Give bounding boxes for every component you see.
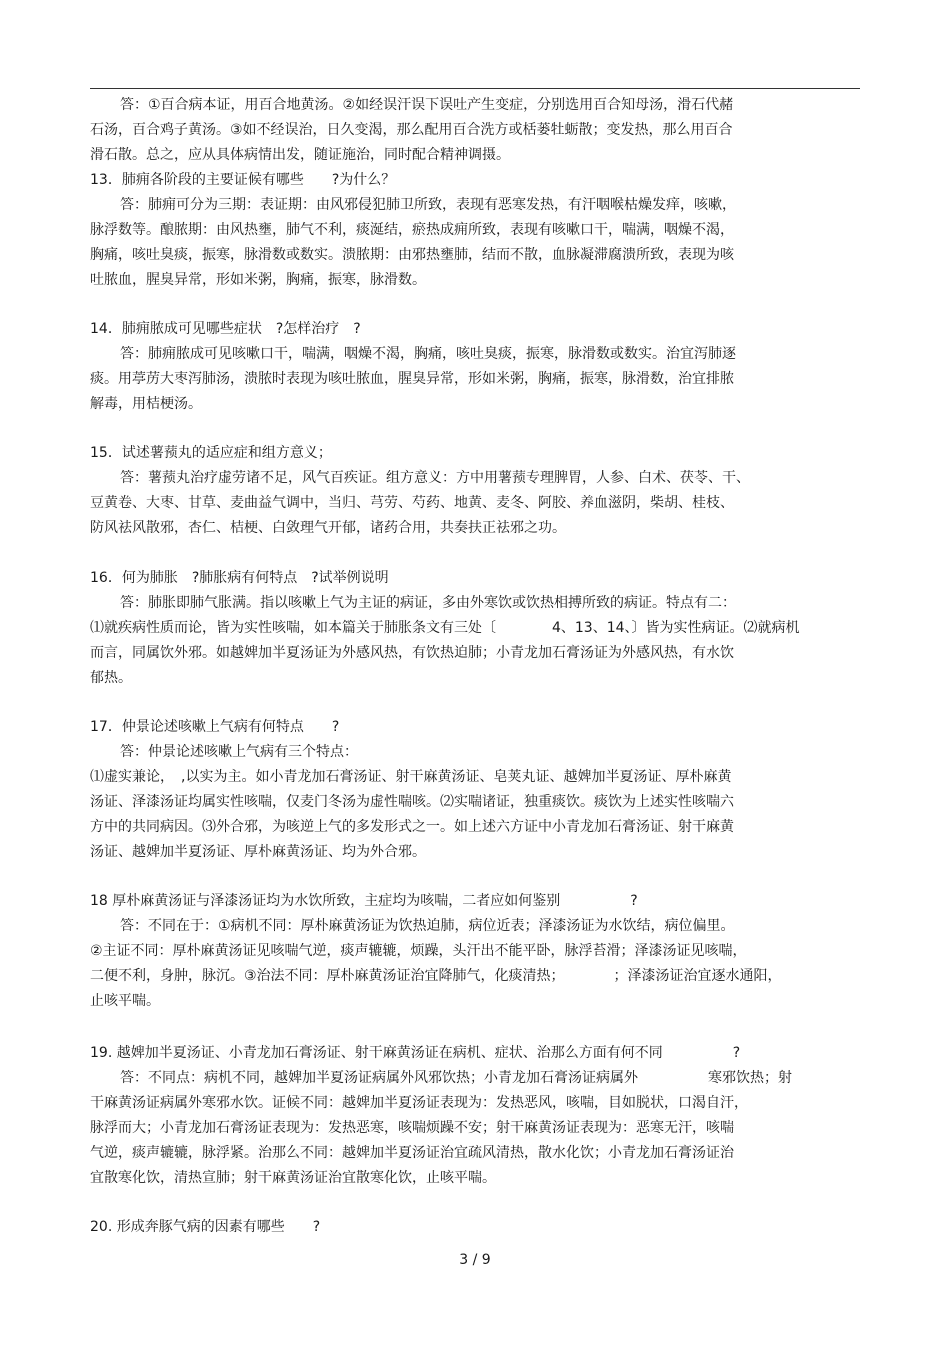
text-line: 吐脓血，腥臭异常，形如米粥，胸痛，振寒，脉滑数。 xyxy=(90,272,426,288)
text-line: 答：薯蓣丸治疗虚劳诸不足，风气百疾证。组方意义：方中用薯蓣专理脾胃，人参、白术、茯苓、干、 xyxy=(120,470,750,486)
text-line: 答：不同在于：①病机不同：厚朴麻黄汤证为饮热迫肺，病位近表；泽漆汤证为水饮结，病位偏里。 xyxy=(120,918,735,934)
question-heading: 13．肺痈各阶段的主要证候有哪些 ?为什么？ xyxy=(90,172,396,188)
text-line: 气逆，痰声辘辘，脉浮紧。治那么不同：越婢加半夏汤证治宜疏风清热，散水化饮；小青龙加石膏汤证治 xyxy=(90,1145,734,1161)
text-line: 宜散寒化饮，清热宣肺；射干麻黄汤证治宜散寒化饮，止咳平喘。 xyxy=(90,1170,496,1186)
page-number: 3 / 9 xyxy=(459,1252,491,1268)
question-heading: 14．肺痈脓成可见哪些症状 ?怎样治疗 ? xyxy=(90,321,361,337)
text-line: 汤证、越婢加半夏汤证、厚朴麻黄汤证、均为外合邪。 xyxy=(90,844,426,860)
text-line: 防风祛风散邪，杏仁、桔梗、白敛理气开郁，诸药合用，共奏扶正祛邪之功。 xyxy=(90,520,566,536)
text-line: 豆黄卷、大枣、甘草、麦曲益气调中，当归、芎劳、芍药、地黄、麦冬、阿胶、养血滋阴，柴胡、桂枝、 xyxy=(90,495,734,511)
text-line: ⑴虚实兼论， ,以实为主。如小青龙加石膏汤证、射干麻黄汤证、皂荚丸证、越婢加半夏汤证、厚朴麻黄 xyxy=(90,769,732,785)
text-line: 答：肺痈脓成可见咳嗽口干，喘满，咽燥不渴，胸痛，咳吐臭痰，振寒，脉滑数或数实。治宜泻肺逐 xyxy=(120,346,736,362)
text-line: 郁热。 xyxy=(90,670,132,686)
question-heading: 20. 形成奔豚气病的因素有哪些 ? xyxy=(90,1219,321,1235)
text-line: 方中的共同病因。⑶外合邪，为咳逆上气的多发形式之一。如上述六方证中小青龙加石膏汤证、射干麻黄 xyxy=(90,819,734,835)
header-rule xyxy=(90,88,860,89)
text-line: 答：肺胀即肺气胀满。指以咳嗽上气为主证的病证，多由外寒饮或饮热相搏所致的病证。特点有二： xyxy=(120,595,736,611)
text-line: 汤证、泽漆汤证均属实性咳喘，仅麦门冬汤为虚性喘咳。⑵实喘诸证，独重痰饮。痰饮为上述实性咳喘六 xyxy=(90,794,734,810)
text-line: 解毒，用桔梗汤。 xyxy=(90,396,202,412)
text-line: 答：仲景论述咳嗽上气病有三个特点： xyxy=(120,744,358,760)
question-heading: 19. 越婢加半夏汤证、小青龙加石膏汤证、射干麻黄汤证在病机、症状、治那么方面有何不同 ? xyxy=(90,1045,741,1061)
text-line: ②主证不同：厚朴麻黄汤证见咳喘气逆，痰声辘辘，烦躁，头汗出不能平卧，脉浮苔滑；泽漆汤证见咳喘， xyxy=(90,943,747,959)
text-line: 脉浮而大；小青龙加石膏汤证表现为：发热恶寒，咳喘烦躁不安；射干麻黄汤证表现为：恶寒无汗，咳喘 xyxy=(90,1120,734,1136)
text-line: 痰。用葶苈大枣泻肺汤，溃脓时表现为咳吐脓血，腥臭异常，形如米粥，胸痛，振寒，脉滑数，治宜排脓 xyxy=(90,371,734,387)
text-line: 石汤，百合鸡子黄汤。③如不经误治，日久变渴，那么配用百合洗方或栝蒌牡蛎散；变发热，那么用百合 xyxy=(90,122,733,138)
text-line: 滑石散。总之，应从具体病情出发，随证施治，同时配合精神调摄。 xyxy=(90,147,510,163)
text-line: 止咳平喘。 xyxy=(90,993,160,1009)
question-heading: 18 厚朴麻黄汤证与泽漆汤证均为水饮所致，主症均为咳喘，二者应如何鉴别 ? xyxy=(90,893,638,909)
text-line: 而言，同属饮外邪。如越婢加半夏汤证为外感风热，有饮热迫肺；小青龙加石膏汤证为外感风热，有水饮 xyxy=(90,645,734,661)
text-line: 胸痛，咳吐臭痰，振寒，脉滑数或数实。溃脓期：由邪热壅肺，结而不散，血脉凝滞腐溃所致，表现为咳 xyxy=(90,247,734,263)
question-heading: 17．仲景论述咳嗽上气病有何特点 ? xyxy=(90,719,340,735)
text-line: ⑴就疾病性质而论，皆为实性咳喘，如本篇关于肺胀条文有三处〔 4、13、14、〕皆为实性病证。⑵就病机 xyxy=(90,620,800,636)
text-line: 干麻黄汤证病属外寒邪水饮。证候不同：越婢加半夏汤证表现为：发热恶风，咳喘，目如脱状，口渴自汗， xyxy=(90,1095,748,1111)
text-line: 答：不同点：病机不同，越婢加半夏汤证病属外风邪饮热；小青龙加石膏汤证病属外 寒邪饮热；射 xyxy=(120,1070,792,1086)
text-line: 答：①百合病本证，用百合地黄汤。②如经误汗误下误吐产生变症，分别选用百合知母汤，滑石代赭 xyxy=(120,97,734,113)
text-line: 二便不利，身肿，脉沉。③治法不同：厚朴麻黄汤证治宜降肺气，化痰清热； ；泽漆汤证治宜逐水通阳， xyxy=(90,968,782,984)
question-heading: 16．何为肺胀 ?肺胀病有何特点 ?试举例说明 xyxy=(90,570,389,586)
question-heading: 15．试述薯蓣丸的适应症和组方意义； xyxy=(90,445,332,461)
text-line: 答：肺痈可分为三期：表证期：由风邪侵犯肺卫所致，表现有恶寒发热，有汗咽喉枯燥发痒，咳嗽， xyxy=(120,197,736,213)
text-line: 脉浮数等。酿脓期：由风热壅，肺气不利，痰涎结，瘀热成痈所致，表现有咳嗽口干，喘满，咽燥不渴， xyxy=(90,222,734,238)
